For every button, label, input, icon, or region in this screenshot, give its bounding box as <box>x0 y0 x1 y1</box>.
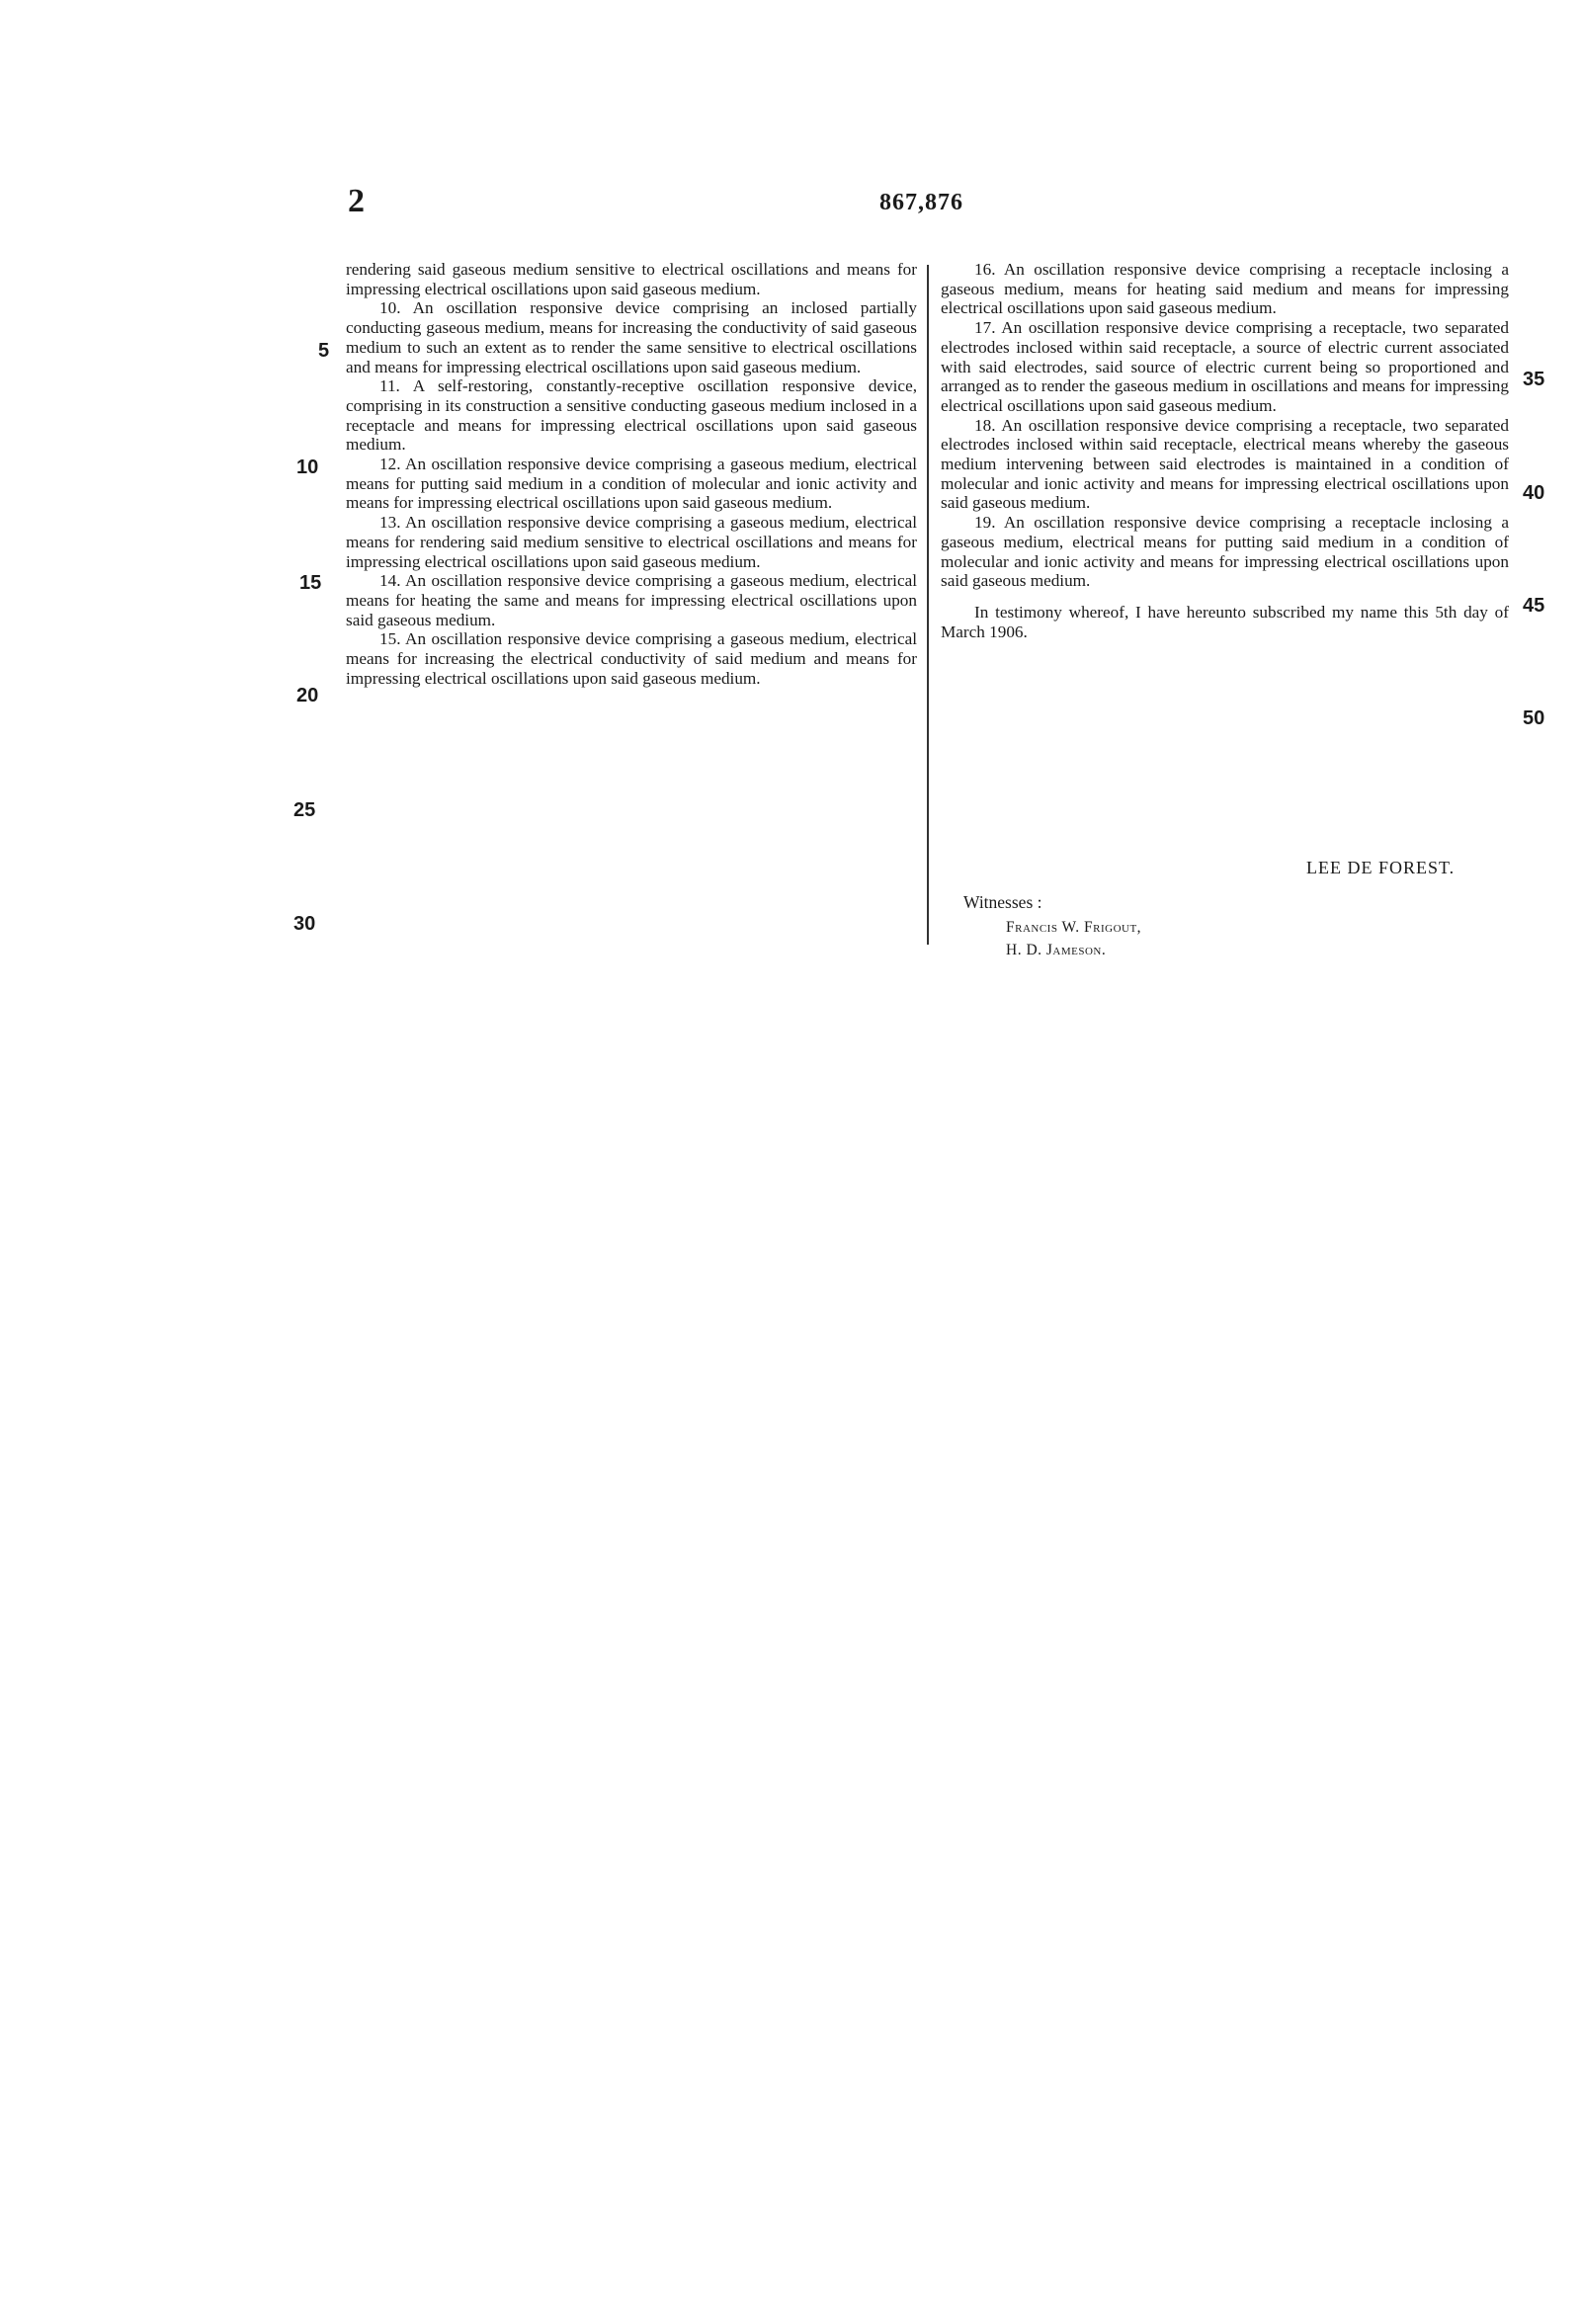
witness-name: Francis W. Frigout, <box>1006 919 1142 936</box>
claim-13: 13. An oscillation responsive device comprising a gaseous medium, electrical means for rendering said medium sensitive to electrical oscillations and means for impressing electrical oscillations upon said gaseous medium. <box>346 513 917 571</box>
testimony-clause: In testimony whereof, I have hereunto subscribed my name this 5th day of March 1906. <box>941 602 1509 641</box>
line-number-20: 20 <box>296 685 319 706</box>
patent-number: 867,876 <box>879 190 963 215</box>
claim-16: 16. An oscillation responsive device comprising a receptacle inclosing a gaseous medium, means for heating said medium and means for impressing electrical oscillations upon said gaseous medium. <box>941 260 1509 318</box>
right-column <box>941 260 1509 641</box>
line-number-5: 5 <box>318 340 330 362</box>
line-number-35: 35 <box>1523 369 1545 390</box>
line-number-10: 10 <box>296 456 319 478</box>
line-number-45: 45 <box>1523 595 1545 617</box>
line-number-50: 50 <box>1523 707 1545 729</box>
column-divider <box>927 265 929 945</box>
inventor-signature: LEE DE FOREST. <box>1306 858 1456 877</box>
left-column <box>346 260 917 688</box>
claim-19: 19. An oscillation responsive device comprising a receptacle inclosing a gaseous medium, electrical means for putting said medium in a condition of molecular and ionic activity and means for impressing electrical oscillations upon said gaseous medium. <box>941 513 1509 591</box>
claim-9-continuation: rendering said gaseous medium sensitive to electrical oscillations and means for impressing electrical oscillations upon said gaseous medium. <box>346 260 917 298</box>
claim-15: 15. An oscillation responsive device comprising a gaseous medium, electrical means for increasing the electrical conductivity of said medium and means for impressing electrical oscillations upon said gaseous medium. <box>346 629 917 688</box>
claim-11: 11. A self-restoring, constantly-receptive oscillation responsive device, comprising in its construction a sensitive conducting gaseous medium inclosed in a receptacle and means for impressing electrical oscillations upon said gaseous medium. <box>346 376 917 455</box>
line-number-25: 25 <box>293 799 316 821</box>
claim-10: 10. An oscillation responsive device comprising an inclosed partially conducting gaseous medium, means for increasing the conductivity of said gaseous medium to such an extent as to render the same sensitive to electrical oscillations and means for impressing electrical oscillations upon said gaseous medium. <box>346 298 917 376</box>
line-number-30: 30 <box>293 913 316 935</box>
claim-14: 14. An oscillation responsive device comprising a gaseous medium, electrical means for heating the same and means for impressing electrical oscillations upon said gaseous medium. <box>346 571 917 629</box>
claim-17: 17. An oscillation responsive device comprising a receptacle, two separated electrodes inclosed within said receptacle, a source of electric current associated with said electrodes, said source of electric current being so proportioned and arranged as to render the gaseous medium in oscillations and means for impressing electrical oscillations upon said gaseous medium. <box>941 318 1509 415</box>
claim-12: 12. An oscillation responsive device comprising a gaseous medium, electrical means for putting said medium in a condition of molecular and ionic activity and means for impressing electrical oscillations upon said gaseous medium. <box>346 455 917 513</box>
claim-18: 18. An oscillation responsive device comprising a receptacle, two separated electrodes inclosed within said receptacle, electrical means whereby the gaseous medium intervening between said electrodes is maintained in a condition of molecular and ionic activity and means for impressing electrical oscillations upon said gaseous medium. <box>941 415 1509 513</box>
line-number-40: 40 <box>1523 482 1545 504</box>
witnesses-label: Witnesses : <box>963 892 1042 912</box>
page-number: 2 <box>348 183 366 219</box>
line-number-15: 15 <box>299 572 322 594</box>
witness-name: H. D. Jameson. <box>1006 942 1107 958</box>
